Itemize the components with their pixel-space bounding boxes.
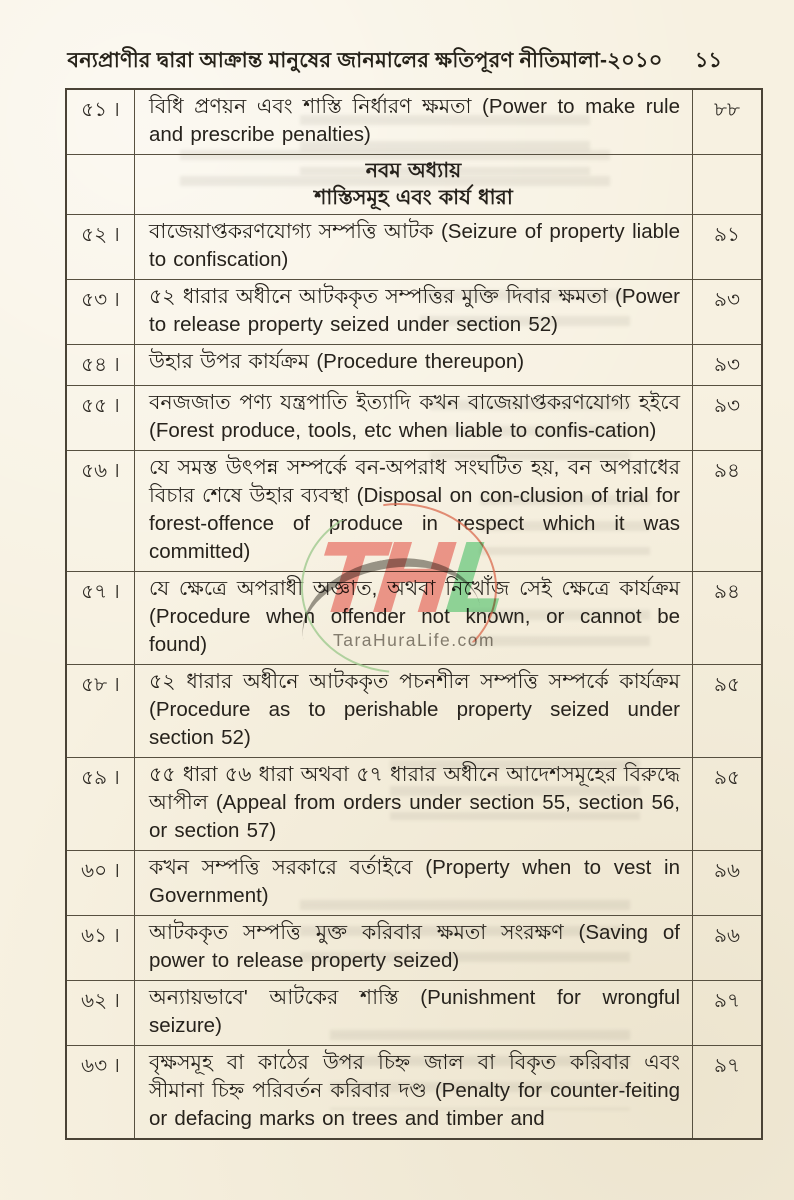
toc-row: [66, 758, 762, 851]
serial-cell: ৫৬ ।: [66, 451, 135, 572]
page-number-cell: ৯৪: [693, 572, 763, 665]
serial-cell: ৫২ ।: [66, 215, 135, 280]
description-cell: ৫২ ধারার অধীনে আটককৃত সম্পত্তির মুক্তি দিবার ক্ষমতা (Power to release property seized under section 52): [135, 280, 693, 345]
toc-row: [66, 916, 762, 981]
description-cell: বৃক্ষসমূহ বা কাঠের উপর চিহ্ন জাল বা বিকৃত করিবার এবং সীমানা চিহ্ন পরিবর্তন করিবার দণ্ড (Penalty for counter-feiting or defacing marks on trees and timber and: [135, 1046, 693, 1140]
page-number-cell-empty: [693, 155, 763, 215]
toc-row: [66, 89, 762, 155]
serial-cell: ৬২ ।: [66, 981, 135, 1046]
toc-row: [66, 572, 762, 665]
chapter-title-line: শাস্তিসমূহ এবং কার্য ধারা: [314, 186, 513, 209]
running-head-title: বন্যপ্রাণীর দ্বারা আক্রান্ত মানুষের জানমালের ক্ষতিপূরণ নীতিমালা-২০১০: [67, 49, 663, 72]
watermark-letter-l: L: [440, 523, 506, 635]
page-number-cell: ৯৫: [693, 665, 763, 758]
description-cell: যে সমস্ত উৎপন্ন সম্পর্কে বন-অপরাধ সংঘটিত হয়, বন অপরাধের বিচার শেষে উহার ব্যবস্থা (Disposal on con-clusion of trial for forest-offence of produce in respect which it was committed): [135, 451, 693, 572]
page-number-cell: ৯৩: [693, 386, 763, 451]
page-number-cell: ৯৭: [693, 981, 763, 1046]
toc-row: [66, 665, 762, 758]
chapter-header-row: [66, 155, 762, 215]
toc-row: [66, 280, 762, 345]
description-cell: ৫৫ ধারা ৫৬ ধারা অথবা ৫৭ ধারার অধীনে আদেশসমূহের বিরুদ্ধে আপীল (Appeal from orders under section 55, section 56, or section 57): [135, 758, 693, 851]
description-cell: আটককৃত সম্পত্তি মুক্ত করিবার ক্ষমতা সংরক্ষণ (Saving of power to release property seized): [135, 916, 693, 981]
folio-page-number: ১১: [694, 49, 722, 72]
serial-cell: ৬১ ।: [66, 916, 135, 981]
page-number-cell: ৮৮: [693, 89, 763, 155]
toc-row: [66, 981, 762, 1046]
description-cell: অন্যায়ভাবে' আটকের শাস্তি (Punishment for wrongful seizure): [135, 981, 693, 1046]
toc-row: [66, 451, 762, 572]
watermark-domain-text: TaraHuraLife.com: [333, 630, 496, 650]
serial-cell: ৫৩ ।: [66, 280, 135, 345]
toc-row: [66, 1046, 762, 1140]
description-cell: বিধি প্রণয়ন এবং শাস্তি নির্ধারণ ক্ষমতা (Power to make rule and prescribe penalties): [135, 89, 693, 155]
description-cell: বনজজাত পণ্য যন্ত্রপাতি ইত্যাদি কখন বাজেয়াপ্তকরণযোগ্য হইবে (Forest produce, tools, etc when liable to confis-cation): [135, 386, 693, 451]
description-cell: উহার উপর কার্যক্রম (Procedure thereupon): [135, 345, 693, 386]
page-number-cell: ৯৩: [693, 280, 763, 345]
serial-cell-empty: [66, 155, 135, 215]
toc-row: [66, 386, 762, 451]
description-cell: যে ক্ষেত্রে অপরাধী অজ্ঞাত, অথবা নিখোঁজ সেই ক্ষেত্রে কার্যক্রম (Procedure when offender not known, or cannot be found): [135, 572, 693, 665]
description-cell: ৫২ ধারার অধীনে আটককৃত পচনশীল সম্পত্তি সম্পর্কে কার্যক্রম (Procedure as to perishable property seized under section 52): [135, 665, 693, 758]
toc-row: [66, 851, 762, 916]
chapter-number-line: নবম অধ্যায়: [365, 159, 462, 182]
page-number-cell: ৯৭: [693, 1046, 763, 1140]
page-number-cell: ৯৪: [693, 451, 763, 572]
serial-cell: ৬৩ ।: [66, 1046, 135, 1140]
toc-row: [66, 345, 762, 386]
serial-cell: ৫৫ ।: [66, 386, 135, 451]
watermark-letter-h: H: [368, 523, 453, 635]
page-number-cell: ৯৩: [693, 345, 763, 386]
page-number-cell: ৯৫: [693, 758, 763, 851]
toc-table: [65, 88, 763, 1140]
page-number-cell: ৯১: [693, 215, 763, 280]
serial-cell: ৬০ ।: [66, 851, 135, 916]
serial-cell: ৫১ ।: [66, 89, 135, 155]
serial-cell: ৫৮ ।: [66, 665, 135, 758]
page-number-cell: ৯৬: [693, 851, 763, 916]
toc-row: [66, 215, 762, 280]
page-number-cell: ৯৬: [693, 916, 763, 981]
description-cell: বাজেয়াপ্তকরণযোগ্য সম্পত্তি আটক (Seizure of property liable to confiscation): [135, 215, 693, 280]
serial-cell: ৫৪ ।: [66, 345, 135, 386]
watermark-letter-t: T: [311, 523, 381, 635]
serial-cell: ৫৯ ।: [66, 758, 135, 851]
serial-cell: ৫৭ ।: [66, 572, 135, 665]
description-cell: কখন সম্পত্তি সরকারে বর্তাইবে (Property when to vest in Government): [135, 851, 693, 916]
chapter-header-cell: [135, 155, 693, 215]
